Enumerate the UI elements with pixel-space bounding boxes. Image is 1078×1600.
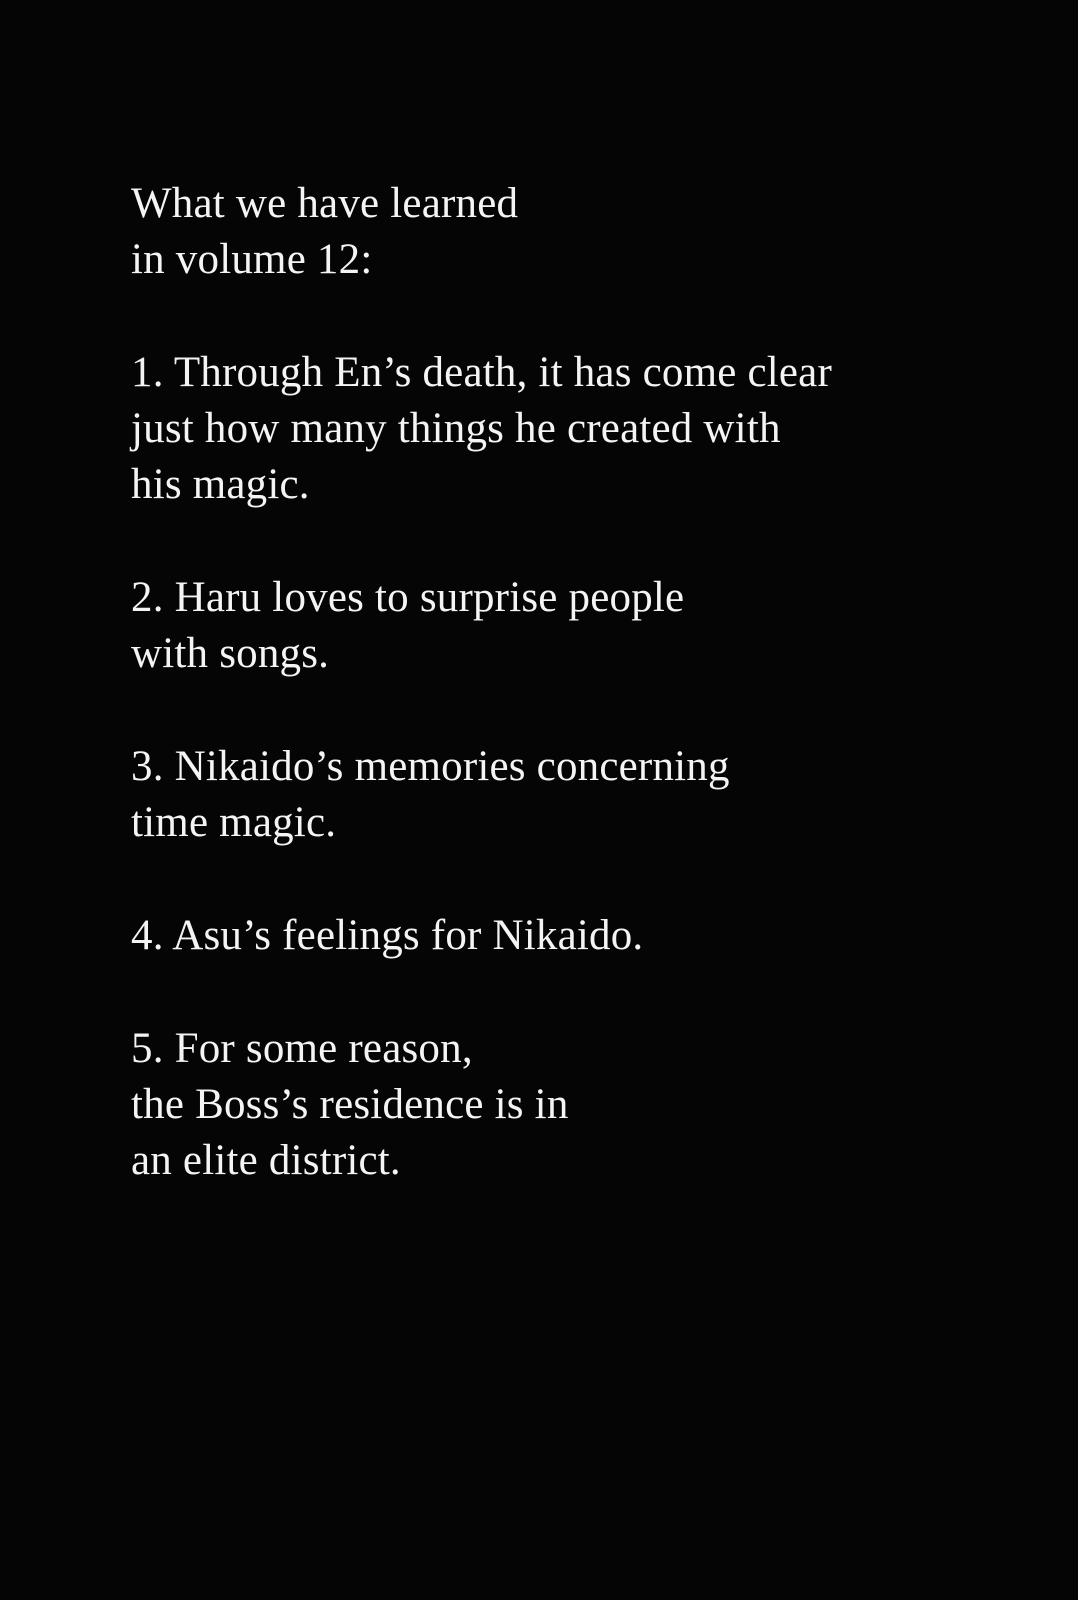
page-title-line-2: in volume 12: — [131, 236, 373, 283]
list-item-line: an elite district. — [131, 1137, 401, 1184]
page-title-line-1: What we have learned — [131, 180, 519, 227]
list-item-line: the Boss’s residence is in — [131, 1081, 569, 1128]
afterword-text-block — [131, 176, 951, 1189]
list-item — [131, 570, 951, 682]
list-item-line: 4. Asu’s feelings for Nikaido. — [131, 912, 644, 959]
list-item — [131, 1021, 951, 1189]
list-item-line: 1. Through En’s death, it has come clear — [131, 349, 832, 396]
list-item — [131, 345, 951, 513]
list-item-line: 3. Nikaido’s memories concerning — [131, 743, 730, 790]
list-item-line: his magic. — [131, 461, 310, 508]
list-item-line: 5. For some reason, — [131, 1025, 473, 1072]
list-item-line: time magic. — [131, 799, 337, 846]
list-item — [131, 908, 951, 964]
list-item-line: 2. Haru loves to surprise people — [131, 574, 685, 621]
list-item — [131, 739, 951, 851]
list-item-line: with songs. — [131, 630, 330, 677]
page-title — [131, 176, 951, 288]
list-item-line: just how many things he created with — [131, 405, 781, 452]
